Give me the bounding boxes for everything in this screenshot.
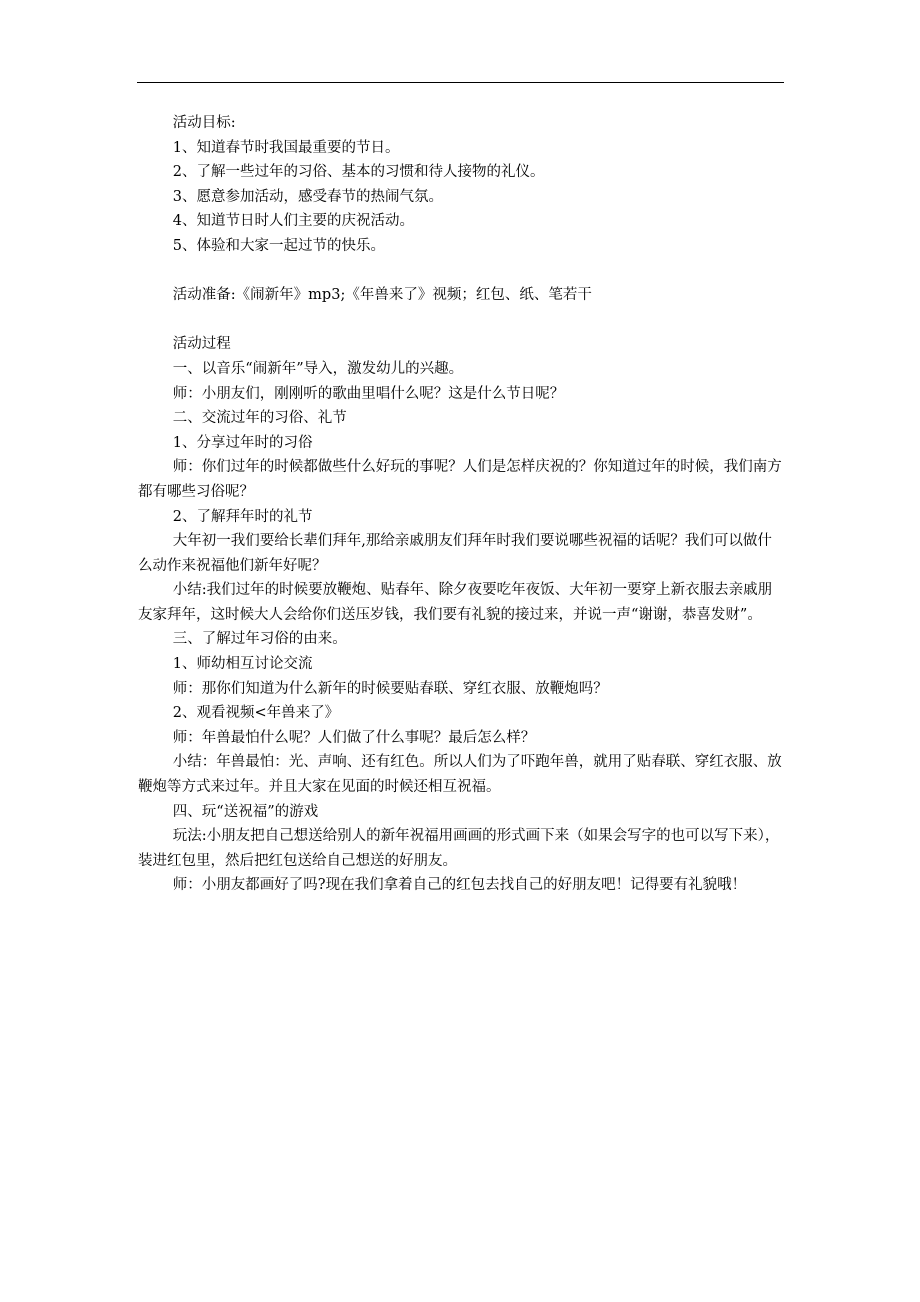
paragraph: 师：那你们知道为什么新年的时候要贴春联、穿红衣服、放鞭炮吗？ (172, 680, 608, 697)
paragraph: 一、以音乐“闹新年”导入，激发幼儿的兴趣。 (172, 360, 464, 377)
paragraph: 2、了解拜年时的礼节 (172, 508, 313, 525)
paragraph: 大年初一我们要给长辈们拜年,那给亲戚朋友们拜年时我们要说哪些祝福的话呢？我们可以做什么动作来祝福他们新年好呢？ (138, 533, 772, 574)
paragraph: 活动过程 (172, 336, 231, 353)
paragraph: 师：年兽最怕什么呢？人们做了什么事呢？最后怎么样？ (172, 729, 536, 746)
paragraph: 师：小朋友们，刚刚听的歌曲里唱什么呢？这是什么节日呢？ (172, 385, 565, 402)
paragraph: 1、分享过年时的习俗 (172, 434, 313, 451)
paragraph: 三、了解过年习俗的由来。 (172, 631, 347, 648)
paragraph-gap (138, 259, 784, 284)
paragraph: 5、体验和大家一起过节的快乐。 (172, 237, 386, 254)
paragraph: 师：小朋友都画好了吗?现在我们拿着自己的红包去找自己的好朋友吧！记得要有礼貌哦！ (172, 877, 747, 894)
paragraph: 2、了解一些过年的习俗、基本的习惯和待人接物的礼仪。 (172, 164, 545, 181)
paragraph: 4、知道节日时人们主要的庆祝活动。 (172, 213, 415, 230)
paragraph: 活动目标: (172, 115, 236, 131)
paragraph: 1、师幼相互讨论交流 (172, 656, 313, 673)
paragraph-gap (138, 308, 784, 333)
paragraph: 3、愿意参加活动，感受春节的热闹气氛。 (172, 188, 444, 205)
paragraph: 玩法:小朋友把自己想送给别人的新年祝福用画画的形式画下来（如果会写字的也可以写下来），装进红包里，然后把红包送给自己想送的好朋友。 (138, 828, 780, 869)
paragraph: 2、观看视频<年兽来了》 (172, 705, 340, 722)
paragraph: 二、交流过年的习俗、礼节 (172, 410, 347, 427)
header-rule (137, 82, 784, 83)
paragraph: 小结：年兽最怕：光、声响、还有红色。所以人们为了吓跑年兽，就用了贴春联、穿红衣服、放鞭炮等方式来过年。并且大家在见面的时候还相互祝福。 (138, 754, 782, 796)
paragraph: 四、玩“送祝福”的游戏 (172, 803, 319, 820)
paragraph: 活动准备:《闹新年》mp3;《年兽来了》视频；红包、纸、笔若干 (172, 287, 592, 304)
document-body (138, 111, 784, 898)
paragraph: 师：你们过年的时候都做些什么好玩的事呢？人们是怎样庆祝的？你知道过年的时候，我们南方都有哪些习俗呢？ (138, 459, 782, 500)
paragraph: 1、知道春节时我国最重要的节日。 (172, 139, 400, 156)
paragraph: 小结:我们过年的时候要放鞭炮、贴春年、除夕夜要吃年夜饭、大年初一要穿上新衣服去亲戚朋友家拜年，这时候大人会给你们送压岁钱，我们要有礼貌的接过来，并说一声“谢谢，恭喜发财”。 (138, 582, 773, 623)
